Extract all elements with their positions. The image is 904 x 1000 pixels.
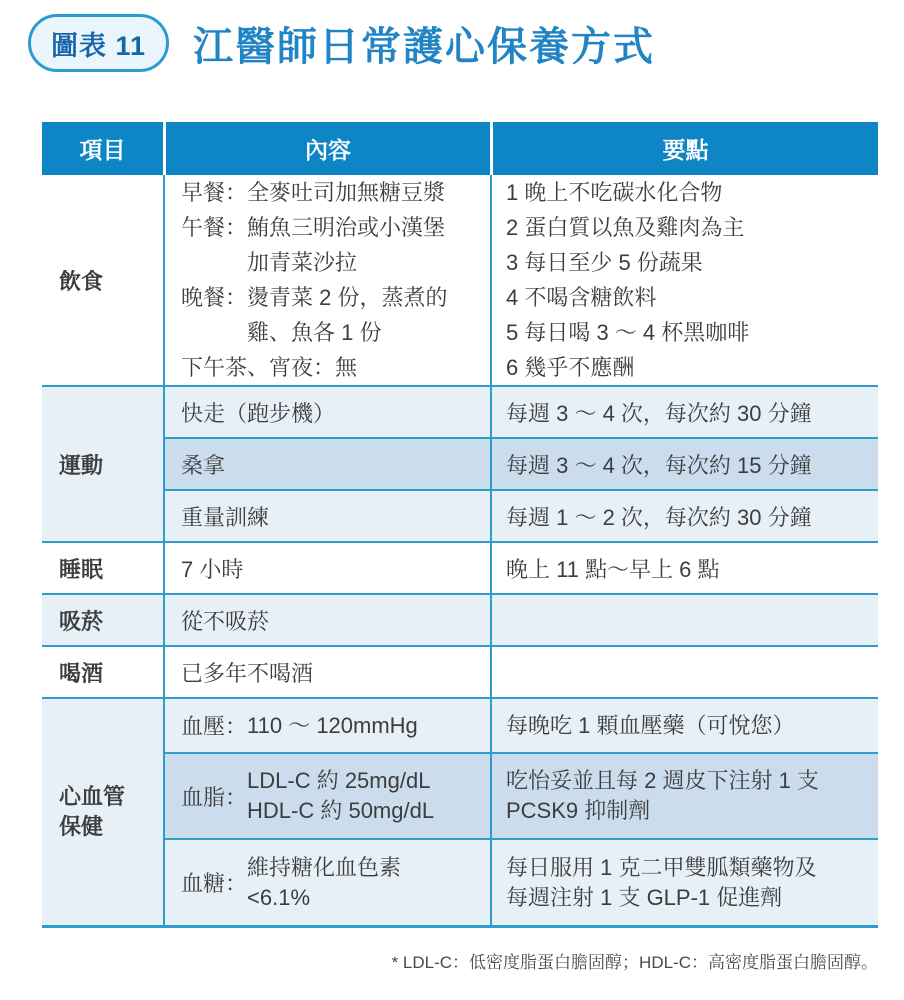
blood-lipids-points-2: PCSK9 抑制劑 xyxy=(506,798,651,823)
points-cell-blood-lipids xyxy=(490,754,878,838)
blood-lipids-value-ldl: LDL-C 約 25mg/dL xyxy=(247,768,431,793)
row-group-exercise xyxy=(42,385,878,541)
group-label-cardio-care xyxy=(42,699,163,925)
column-header-item: 項目 xyxy=(79,137,126,163)
blood-lipids-sublabel: 血脂： xyxy=(181,784,248,810)
diet-line-snack: 下午茶、宵夜：無 xyxy=(181,355,358,380)
sauna-content: 桑拿 xyxy=(181,452,226,478)
diet-point-4: 4 不喝含糖飲料 xyxy=(506,285,657,310)
table-row-blood-lipids xyxy=(165,752,878,838)
weight-training-points: 每週 1 ～ 2 次，每次約 30 分鐘 xyxy=(506,504,812,530)
table-row-sleep xyxy=(165,543,878,593)
blood-sugar-value-2: <6.1% xyxy=(247,884,311,910)
diet-line-breakfast: 早餐：全麥吐司加無糖豆漿 xyxy=(181,180,446,205)
figure-label: 圖表 11 xyxy=(51,30,147,61)
blood-sugar-value-1: 維持糖化血色素 xyxy=(247,854,402,880)
column-header-content: 內容 xyxy=(163,122,490,175)
care-table xyxy=(42,122,878,928)
row-group-cardio-care xyxy=(42,697,878,925)
row-group-sleep xyxy=(42,541,878,593)
points-cell-blood-pressure xyxy=(490,699,878,752)
table-row-sauna xyxy=(165,437,878,489)
content-cell-blood-lipids xyxy=(165,754,490,838)
blood-pressure-value: 110 ～ 120mmHg xyxy=(247,712,418,738)
diet-point-1: 1 晚上不吃碳水化合物 xyxy=(506,180,723,205)
cardio-label-line-1: 心血管 xyxy=(59,784,126,809)
points-cell-drinking xyxy=(490,647,878,697)
diet-line-lunch-cont: 加青菜沙拉 xyxy=(247,250,358,275)
points-cell-diet xyxy=(490,175,878,385)
row-group-diet xyxy=(42,175,878,385)
diet-line-dinner: 晚餐：燙青菜 2 份，蒸煮的 xyxy=(181,285,448,310)
table-row-diet xyxy=(165,175,878,385)
walking-content: 快走（跑步機） xyxy=(181,400,336,426)
group-label-smoking: 吸菸 xyxy=(59,608,104,634)
content-cell-smoking xyxy=(165,595,490,645)
blood-lipids-value-hdl: HDL-C 約 50mg/dL xyxy=(247,798,435,823)
blood-sugar-points-2: 每週注射 1 支 GLP-1 促進劑 xyxy=(506,884,783,910)
points-cell-walking xyxy=(490,387,878,437)
group-label-diet: 飲食 xyxy=(59,268,104,294)
points-cell-sauna xyxy=(490,439,878,489)
table-row-weight-training xyxy=(165,489,878,541)
content-cell-sauna xyxy=(165,439,490,489)
content-cell-blood-pressure xyxy=(165,699,490,752)
walking-points: 每週 3 ～ 4 次，每次約 30 分鐘 xyxy=(506,400,812,426)
figure-label-badge xyxy=(28,14,169,72)
blood-pressure-points: 每晚吃 1 顆血壓藥（可悅您） xyxy=(506,712,795,738)
content-cell-drinking xyxy=(165,647,490,697)
group-label-sleep: 睡眠 xyxy=(59,556,104,582)
content-cell-walking xyxy=(165,387,490,437)
sauna-points: 每週 3 ～ 4 次，每次約 15 分鐘 xyxy=(506,452,812,478)
group-label-exercise: 運動 xyxy=(59,452,104,478)
points-cell-sleep xyxy=(490,543,878,593)
points-cell-blood-sugar xyxy=(490,840,878,925)
blood-lipids-points-1: 吃怡妥並且每 2 週皮下注射 1 支 xyxy=(506,768,819,793)
diet-line-dinner-cont: 雞、魚各 1 份 xyxy=(247,320,382,345)
cardio-label-line-2: 保健 xyxy=(59,814,104,839)
sleep-points: 晚上 11 點～早上 6 點 xyxy=(506,556,720,582)
blood-pressure-sublabel: 血壓： xyxy=(181,714,248,739)
diet-point-6: 6 幾乎不應酬 xyxy=(506,355,635,380)
table-header-row xyxy=(42,122,878,175)
diet-point-2: 2 蛋白質以魚及雞肉為主 xyxy=(506,215,745,240)
table-row-blood-sugar xyxy=(165,838,878,925)
blood-sugar-points-1: 每日服用 1 克二甲雙胍類藥物及 xyxy=(506,854,817,880)
content-cell-sleep xyxy=(165,543,490,593)
table-row-walking xyxy=(165,387,878,437)
footnote: * LDL-C：低密度脂蛋白膽固醇；HDL-C：高密度脂蛋白膽固醇。 xyxy=(391,953,878,972)
diet-point-5: 5 每日喝 3 ～ 4 杯黑咖啡 xyxy=(506,320,750,345)
points-cell-weight-training xyxy=(490,491,878,541)
table-row-smoking xyxy=(165,595,878,645)
drinking-content: 已多年不喝酒 xyxy=(181,660,314,686)
row-group-smoking xyxy=(42,593,878,645)
figure-header xyxy=(28,14,655,72)
table-row-drinking xyxy=(165,647,878,697)
column-header-points: 要點 xyxy=(490,122,878,175)
smoking-content: 從不吸菸 xyxy=(181,608,270,634)
diet-line-lunch: 午餐：鮪魚三明治或小漢堡 xyxy=(181,215,446,240)
blood-sugar-sublabel: 血糖： xyxy=(181,871,248,896)
sleep-content: 7 小時 xyxy=(181,556,244,582)
content-cell-diet xyxy=(165,175,490,385)
page-title: 江醫師日常護心保養方式 xyxy=(193,24,656,69)
content-cell-weight-training xyxy=(165,491,490,541)
weight-training-content: 重量訓練 xyxy=(181,504,270,530)
points-cell-smoking xyxy=(490,595,878,645)
table-row-blood-pressure xyxy=(165,699,878,752)
content-cell-blood-sugar xyxy=(165,840,490,925)
diet-point-3: 3 每日至少 5 份蔬果 xyxy=(506,250,703,275)
group-label-drinking: 喝酒 xyxy=(59,660,104,686)
row-group-drinking xyxy=(42,645,878,697)
